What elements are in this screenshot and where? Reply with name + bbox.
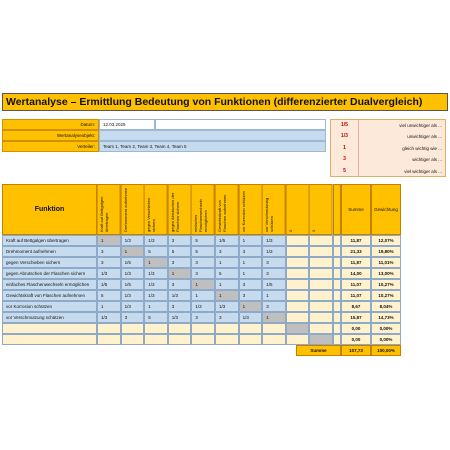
matrix-cell bbox=[286, 334, 310, 345]
row-label: vor Korrosion schützen bbox=[2, 301, 97, 312]
scale-value: 3 bbox=[331, 154, 359, 166]
matrix-cell: 1 bbox=[191, 279, 215, 290]
matrix-cell bbox=[215, 323, 239, 334]
matrix-cell: 1 bbox=[121, 246, 145, 257]
row-sum: 0,00 bbox=[341, 334, 371, 345]
matrix-cell bbox=[286, 290, 310, 301]
row-label: gegen Verschieben sichern bbox=[2, 257, 97, 268]
spacer-cell bbox=[333, 312, 341, 323]
matrix-cell[interactable]: 1 bbox=[239, 268, 263, 279]
matrix-cell bbox=[191, 334, 215, 345]
column-header: gegen Verschieben sichern bbox=[144, 184, 168, 235]
matrix-cell bbox=[309, 323, 333, 334]
weight-header: Gewichtung bbox=[371, 184, 401, 235]
matrix-cell: 1 bbox=[97, 235, 121, 246]
matrix-cell bbox=[144, 323, 168, 334]
matrix-cell[interactable]: 1/3 bbox=[121, 235, 145, 246]
rating-scale-legend bbox=[330, 119, 446, 177]
matrix-cell bbox=[286, 312, 310, 323]
column-header: gegen Abrutschen der Flaschen sichern bbox=[168, 184, 192, 235]
row-sum: 11,87 bbox=[341, 235, 371, 246]
matrix-cell bbox=[309, 257, 333, 268]
row-label bbox=[2, 334, 97, 345]
column-header: Gewichtskraft von Flaschen aufnehmen bbox=[215, 184, 239, 235]
scale-value: 5 bbox=[331, 166, 359, 178]
matrix-cell[interactable]: 3 bbox=[215, 312, 239, 323]
row-weight: 0,00% bbox=[371, 323, 401, 334]
row-label: vor Verschmutzung schützen bbox=[2, 312, 97, 323]
matrix-cell bbox=[97, 334, 121, 345]
matrix-cell[interactable]: 1 bbox=[191, 290, 215, 301]
spacer-cell bbox=[333, 279, 341, 290]
row-weight: 19,80% bbox=[371, 246, 401, 257]
column-header: vor Korrosion schützen bbox=[239, 184, 263, 235]
matrix-cell[interactable]: 1/3 bbox=[121, 301, 145, 312]
total-sum: 107,73 bbox=[341, 345, 371, 356]
matrix-cell[interactable]: 1 bbox=[215, 257, 239, 268]
page-title: Wertanalyse – Ermittlung Bedeutung von Funktionen (differenzierter Dualvergleich) bbox=[2, 93, 448, 111]
matrix-cell bbox=[286, 301, 310, 312]
spacer-header bbox=[333, 184, 341, 235]
scale-row bbox=[331, 143, 445, 155]
matrix-cell[interactable]: 1/3 bbox=[262, 246, 286, 257]
matrix-cell[interactable]: 5 bbox=[191, 246, 215, 257]
matrix-cell[interactable]: 1/3 bbox=[144, 235, 168, 246]
row-weight: 13,00% bbox=[371, 268, 401, 279]
spacer-cell bbox=[333, 235, 341, 246]
scale-description: viel wichtiger als ... bbox=[404, 168, 442, 174]
matrix-cell[interactable]: 1/3 bbox=[121, 268, 145, 279]
row-sum: 11,07 bbox=[341, 279, 371, 290]
scale-row bbox=[331, 154, 445, 166]
total-weight: 100,00% bbox=[371, 345, 401, 356]
scale-row bbox=[331, 166, 445, 178]
matrix-cell[interactable]: 1/5 bbox=[97, 279, 121, 290]
matrix-cell[interactable]: 3 bbox=[168, 235, 192, 246]
row-sum: 0,00 bbox=[341, 323, 371, 334]
matrix-cell[interactable]: 3 bbox=[168, 257, 192, 268]
scale-value: 1/3 bbox=[331, 131, 359, 143]
matrix-cell bbox=[286, 235, 310, 246]
matrix-cell bbox=[121, 323, 145, 334]
spacer-cell bbox=[333, 334, 341, 345]
row-sum: 11,87 bbox=[341, 257, 371, 268]
scale-row bbox=[331, 120, 445, 132]
matrix-cell[interactable]: 1/5 bbox=[215, 235, 239, 246]
sum-header: Summe bbox=[341, 184, 371, 235]
matrix-cell bbox=[286, 268, 310, 279]
matrix-cell bbox=[144, 334, 168, 345]
matrix-cell bbox=[286, 323, 310, 334]
column-header: 0 bbox=[286, 184, 310, 235]
matrix-cell[interactable]: 5 bbox=[144, 312, 168, 323]
matrix-cell[interactable]: 3 bbox=[97, 257, 121, 268]
matrix-cell[interactable]: 1 bbox=[262, 290, 286, 301]
column-header: Drehmoment aufnehmen bbox=[121, 184, 145, 235]
row-label: einfaches Flaschenwechseln ermöglichen bbox=[2, 279, 97, 290]
function-header: Funktion bbox=[2, 184, 97, 235]
matrix-cell[interactable]: 5 bbox=[191, 235, 215, 246]
matrix-cell bbox=[309, 334, 333, 345]
matrix-cell bbox=[309, 246, 333, 257]
column-header: vor Verschmutzung schützen bbox=[262, 184, 286, 235]
spacer-cell bbox=[333, 246, 341, 257]
scale-description: wichtiger als ... bbox=[412, 157, 442, 163]
matrix-cell[interactable]: 1/3 bbox=[239, 312, 263, 323]
matrix-cell bbox=[286, 279, 310, 290]
matrix-cell[interactable]: 3 bbox=[191, 257, 215, 268]
matrix-cell[interactable]: 1 bbox=[215, 279, 239, 290]
row-weight: 14,73% bbox=[371, 312, 401, 323]
matrix-cell: 1 bbox=[262, 312, 286, 323]
matrix-cell bbox=[191, 323, 215, 334]
row-sum: 21,33 bbox=[341, 246, 371, 257]
matrix-cell bbox=[262, 323, 286, 334]
distribution-field[interactable]: Team 1, Team 2, Team 3, Team 4, Team 5 bbox=[99, 141, 326, 152]
matrix-cell bbox=[309, 235, 333, 246]
scale-row bbox=[331, 131, 445, 143]
matrix-cell bbox=[309, 301, 333, 312]
matrix-cell bbox=[262, 334, 286, 345]
scale-value: 1/5 bbox=[331, 120, 359, 132]
matrix-cell[interactable]: 3 bbox=[239, 279, 263, 290]
matrix-cell bbox=[121, 334, 145, 345]
spacer-cell bbox=[333, 323, 341, 334]
spacer-cell bbox=[333, 301, 341, 312]
column-header: einfaches Flaschenwechseln ermöglichen bbox=[191, 184, 215, 235]
row-sum: 14,00 bbox=[341, 268, 371, 279]
matrix-cell: 1 bbox=[215, 290, 239, 301]
matrix-cell[interactable]: 1/3 bbox=[121, 290, 145, 301]
matrix-cell bbox=[309, 290, 333, 301]
matrix-cell[interactable]: 1/3 bbox=[168, 312, 192, 323]
matrix-cell[interactable]: 1 bbox=[239, 257, 263, 268]
matrix-cell[interactable]: 1 bbox=[97, 301, 121, 312]
matrix-cell[interactable]: 1/3 bbox=[97, 268, 121, 279]
matrix-cell[interactable]: 3 bbox=[262, 268, 286, 279]
matrix-cell[interactable]: 3 bbox=[168, 279, 192, 290]
matrix-cell[interactable]: 1/3 bbox=[97, 312, 121, 323]
row-sum: 15,87 bbox=[341, 312, 371, 323]
matrix-cell[interactable]: 3 bbox=[262, 257, 286, 268]
matrix-cell[interactable]: 3 bbox=[97, 246, 121, 257]
column-header: 0 bbox=[309, 184, 333, 235]
matrix-cell[interactable]: 3 bbox=[262, 301, 286, 312]
object-label: Wertanalyseobjekt: bbox=[2, 130, 99, 141]
row-label: Gewichtskraft von Flaschen aufnehmen bbox=[2, 290, 97, 301]
matrix-cell bbox=[239, 334, 263, 345]
matrix-cell[interactable]: 1/5 bbox=[121, 257, 145, 268]
matrix-cell bbox=[239, 323, 263, 334]
date-label: Datum: bbox=[2, 119, 99, 130]
spacer-cell bbox=[333, 257, 341, 268]
matrix-cell[interactable]: 1 bbox=[239, 235, 263, 246]
matrix-cell: 1 bbox=[144, 257, 168, 268]
matrix-cell[interactable]: 1/3 bbox=[262, 235, 286, 246]
matrix-cell[interactable]: 3 bbox=[191, 268, 215, 279]
matrix-cell[interactable]: 3 bbox=[121, 312, 145, 323]
matrix-cell bbox=[309, 312, 333, 323]
row-label: Kraft auf Bettgalgen übertragen bbox=[2, 235, 97, 246]
matrix-cell bbox=[168, 323, 192, 334]
matrix-cell[interactable]: 3 bbox=[239, 246, 263, 257]
matrix-cell[interactable]: 5 bbox=[168, 246, 192, 257]
scale-description: gleich wichtig wie ... bbox=[402, 145, 442, 151]
row-weight: 10,27% bbox=[371, 290, 401, 301]
matrix-cell[interactable]: 5 bbox=[97, 290, 121, 301]
matrix-cell[interactable]: 3 bbox=[168, 301, 192, 312]
matrix-cell[interactable]: 1 bbox=[144, 301, 168, 312]
row-weight: 12,07% bbox=[371, 235, 401, 246]
matrix-cell[interactable]: 1/3 bbox=[168, 290, 192, 301]
matrix-cell bbox=[286, 246, 310, 257]
matrix-cell bbox=[286, 257, 310, 268]
matrix-cell[interactable]: 1/3 bbox=[144, 268, 168, 279]
matrix-cell[interactable]: 5 bbox=[144, 246, 168, 257]
row-weight: 8,04% bbox=[371, 301, 401, 312]
matrix-cell[interactable]: 1/5 bbox=[262, 279, 286, 290]
matrix-cell[interactable]: 3 bbox=[191, 312, 215, 323]
row-sum: 11,07 bbox=[341, 290, 371, 301]
distribution-label: Verteiler: bbox=[2, 141, 99, 152]
date-blank-cell[interactable] bbox=[155, 119, 326, 130]
row-sum: 8,67 bbox=[341, 301, 371, 312]
scale-value: 1 bbox=[331, 143, 359, 155]
row-label: Drehmoment aufnehmen bbox=[2, 246, 97, 257]
object-field[interactable] bbox=[99, 130, 326, 141]
row-label bbox=[2, 323, 97, 334]
matrix-cell[interactable]: 3 bbox=[239, 290, 263, 301]
row-weight: 11,01% bbox=[371, 257, 401, 268]
matrix-cell[interactable]: 1/3 bbox=[191, 301, 215, 312]
matrix-cell: 1 bbox=[168, 268, 192, 279]
spacer-cell bbox=[333, 268, 341, 279]
matrix-cell bbox=[309, 268, 333, 279]
matrix-cell[interactable]: 1/3 bbox=[144, 279, 168, 290]
scale-description: viel unwichtiger als ... bbox=[399, 123, 442, 128]
matrix-cell bbox=[168, 334, 192, 345]
date-field[interactable]: 12.03.2025 bbox=[99, 119, 155, 130]
row-weight: 10,27% bbox=[371, 279, 401, 290]
total-label: Summe bbox=[296, 345, 341, 356]
matrix-cell[interactable]: 1/3 bbox=[144, 290, 168, 301]
scale-description: unwichtiger als ... bbox=[407, 134, 442, 140]
matrix-cell bbox=[215, 334, 239, 345]
column-header: Kraft auf Bettgalgen übertragen bbox=[97, 184, 121, 235]
spacer-cell bbox=[333, 290, 341, 301]
matrix-cell bbox=[309, 279, 333, 290]
matrix-cell: 1 bbox=[239, 301, 263, 312]
matrix-cell[interactable]: 1/3 bbox=[215, 301, 239, 312]
matrix-cell[interactable]: 3 bbox=[215, 246, 239, 257]
row-weight: 0,00% bbox=[371, 334, 401, 345]
matrix-cell[interactable]: 5 bbox=[215, 268, 239, 279]
matrix-cell[interactable]: 1/5 bbox=[121, 279, 145, 290]
matrix-cell bbox=[97, 323, 121, 334]
row-label: gegen Abrutschen der Flaschen sichern bbox=[2, 268, 97, 279]
